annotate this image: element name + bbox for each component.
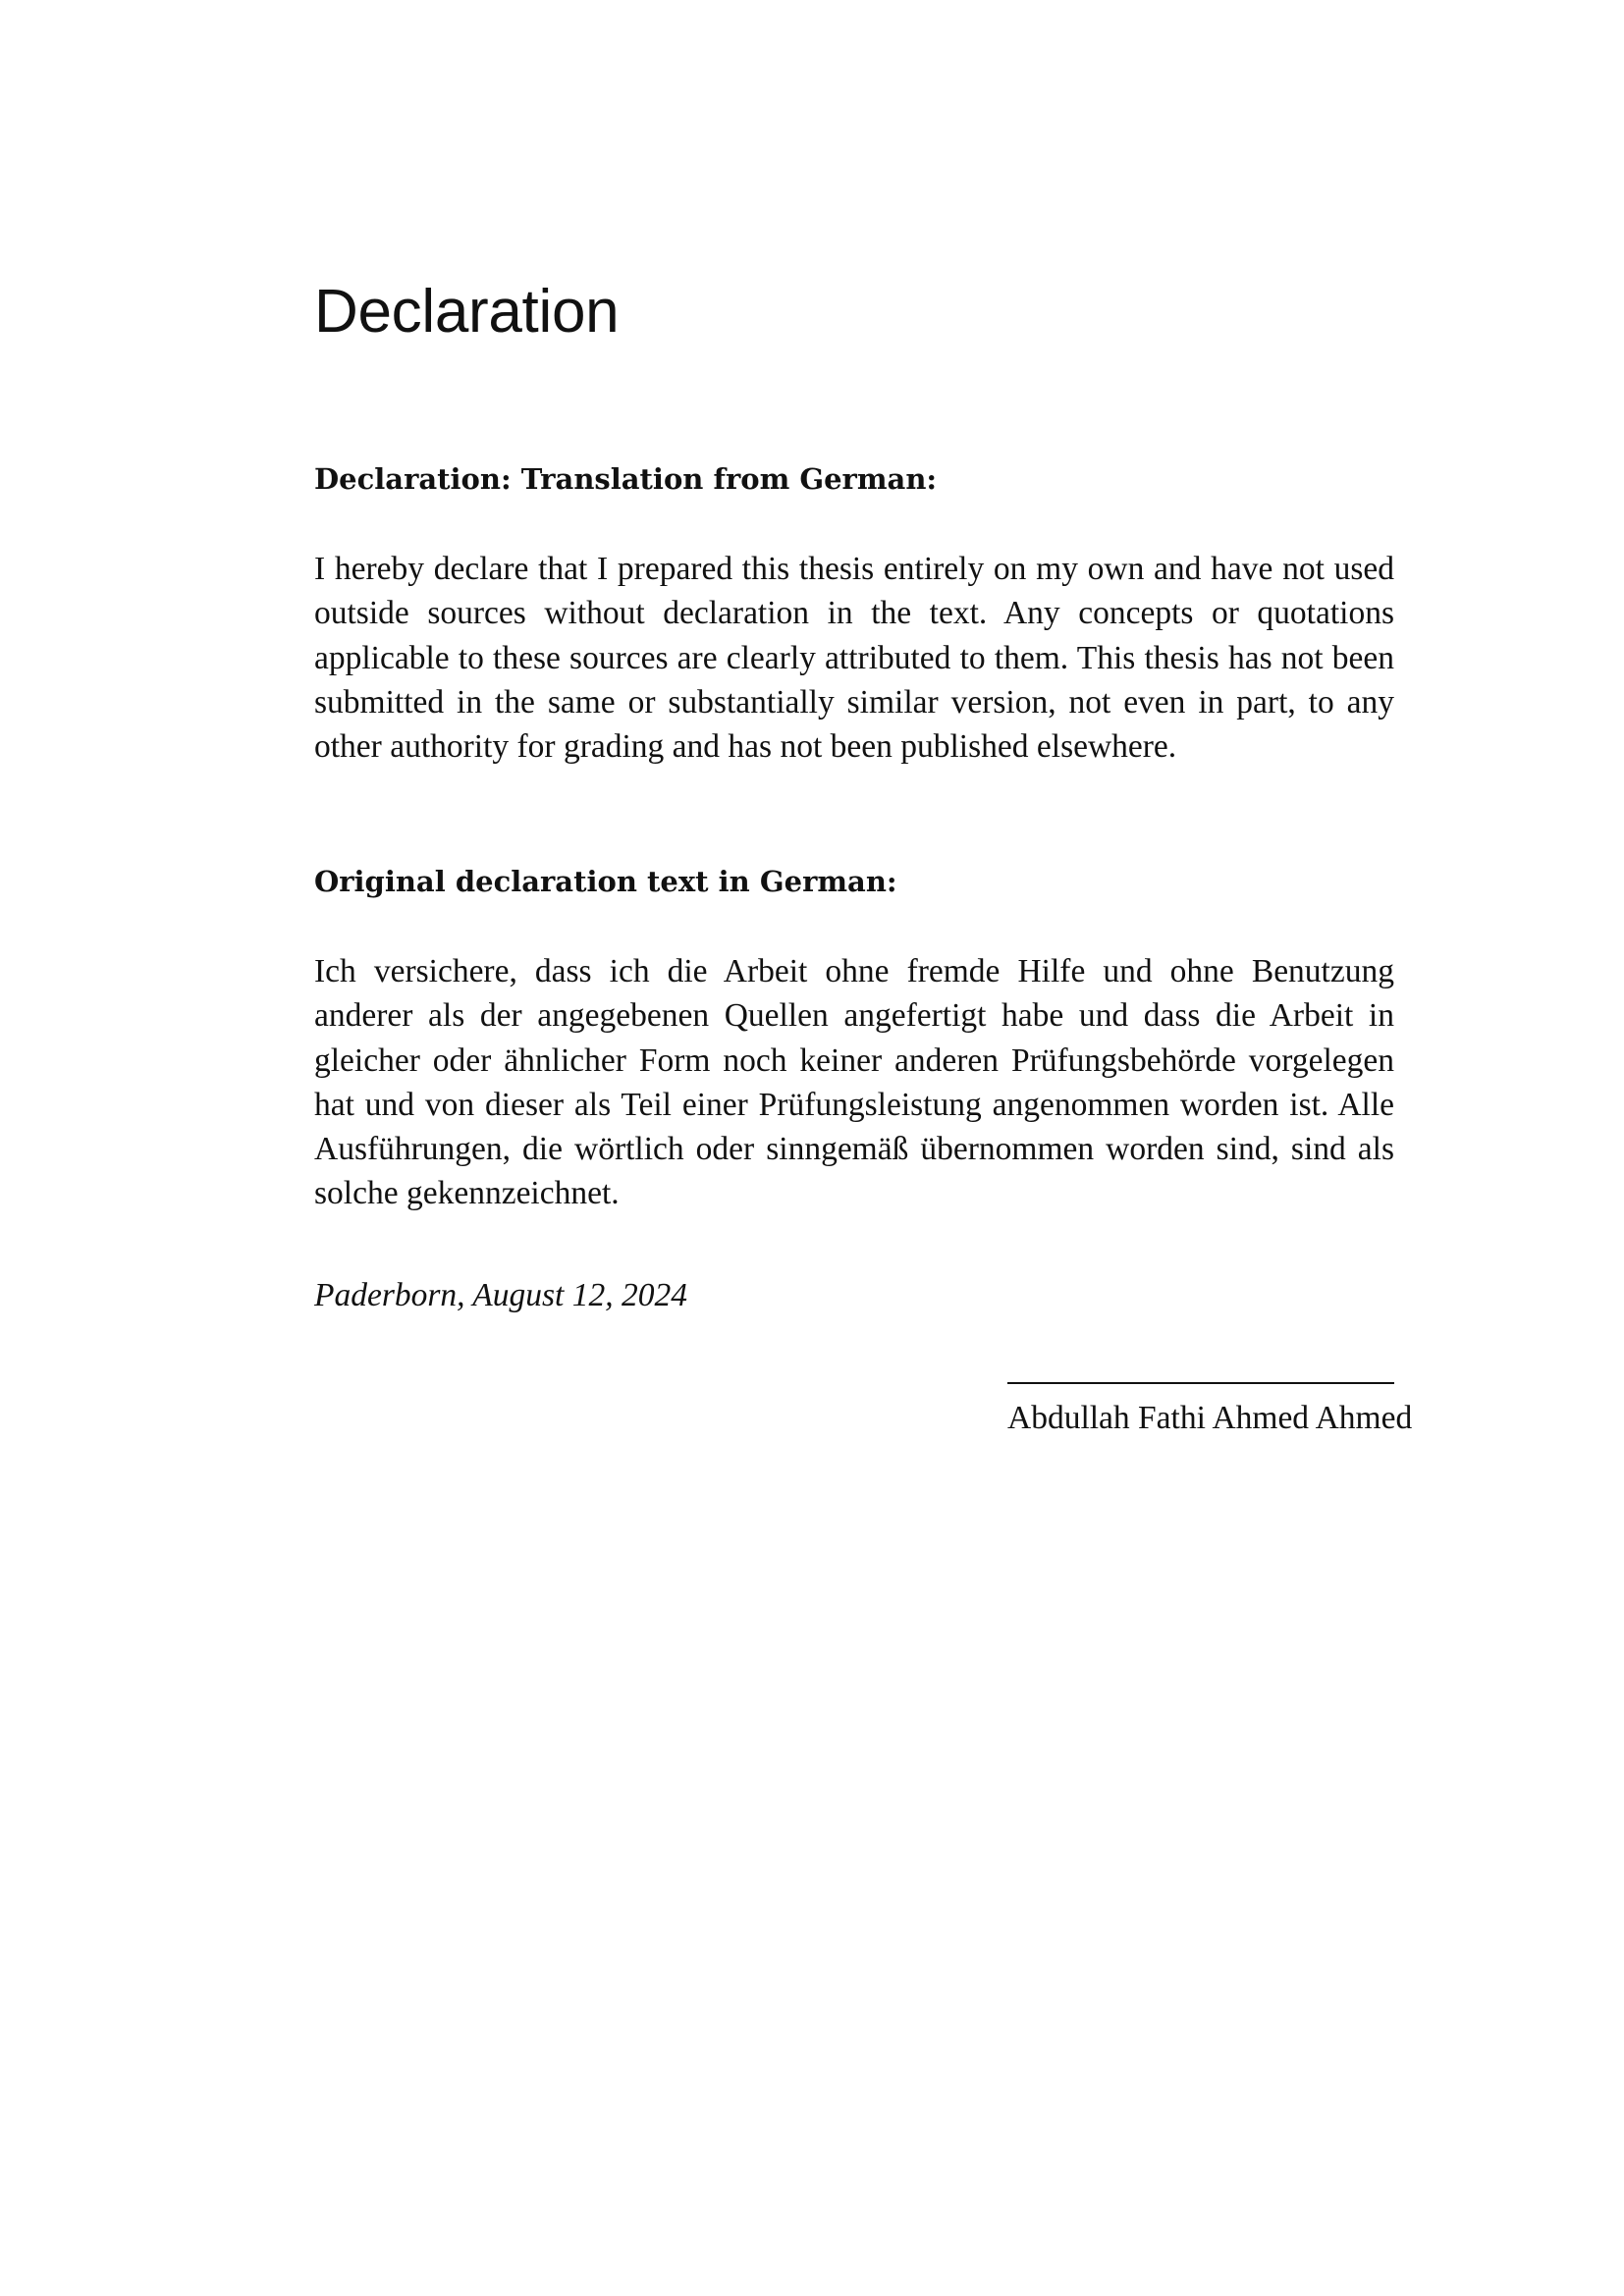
page-title: Declaration <box>314 278 620 346</box>
original-german-heading: Original declaration text in German: <box>314 865 897 898</box>
signer-name: Abdullah Fathi Ahmed Ahmed <box>1007 1400 1413 1436</box>
place-and-date: Paderborn, August 12, 2024 <box>314 1277 687 1313</box>
translation-paragraph: I hereby declare that I prepared this thesis entirely on my own and have not used outside sources without declaration in the text. Any concepts or quotations applicable to these sources are clearly attributed to them. This thesis has not been submitted in the same or substantially similar version, not even in part, to any other authority for grading and has not been published elsewhere. <box>314 551 1394 766</box>
signature-block <box>1007 1382 1413 1439</box>
original-german-paragraph: Ich versichere, dass ich die Arbeit ohne fremde Hilfe und ohne Benutzung anderer als der angegebenen Quellen angefertigt habe und dass die Arbeit in gleicher oder ähnlicher Form noch keiner anderen Prüfungsbehörde vorgelegen hat und von dieser als Teil einer Prüfungsleistung angenommen worden ist. Alle Ausführungen, die wörtlich oder sinngemäß übernommen worden sind, sind als solche gekennzeichnet. <box>314 953 1394 1212</box>
signature-line <box>1007 1382 1394 1384</box>
translation-heading: Declaration: Translation from German: <box>314 462 938 496</box>
